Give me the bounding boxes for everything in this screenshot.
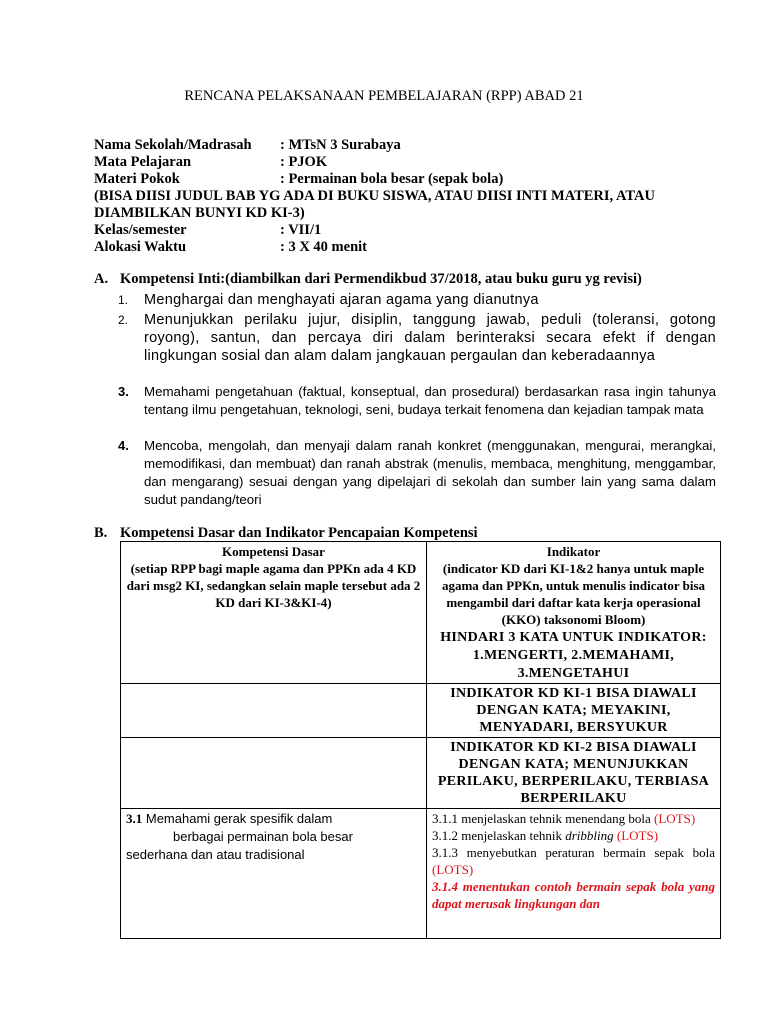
ki2-indicator-note: INDIKATOR KD KI-2 BISA DIAWALI DENGAN KATA; MENUNJUKKAN PERILAKU, BERPERILAKU, TERBIASA BERPERILAKU — [437, 740, 710, 806]
info-value: : VII/1 — [280, 222, 322, 238]
section-letter: B. — [94, 525, 108, 541]
info-label: Alokasi Waktu — [94, 239, 187, 255]
info-row-mapel — [94, 154, 734, 171]
info-label: Nama Sekolah/Madrasah — [94, 137, 252, 153]
indikator-header-caps: HINDARI 3 KATA UNTUK INDIKATOR: 1.MENGERTI, 2.MEMAHAMI, 3.MENGETAHUI — [440, 630, 707, 681]
indikator-header-note: (indicator KD dari KI-1&2 hanya untuk maple agama dan PPKn, untuk menulis indicator bisa mengambil dari daftar kata kerja operasional (KKO) taksonomi Bloom) — [441, 561, 706, 627]
lots-tag: (LOTS) — [432, 862, 474, 877]
ki1-indicator-note: INDIKATOR KD KI-1 BISA DIAWALI DENGAN KATA; MEYAKINI, MENYADARI, BERSYUKUR — [450, 686, 697, 735]
kd-3-1 — [126, 810, 421, 864]
section-title: Kompetensi Inti:(diambilkan dari Permendikbud 37/2018, atau buku guru yg revisi) — [120, 271, 642, 287]
kd-header-cell — [121, 542, 427, 684]
info-value: : 3 X 40 menit — [280, 239, 367, 255]
list-text: Memahami pengetahuan (faktual, konseptual, dan prosedural) berdasarkan rasa ingin tahunya tentang ilmu pengetahuan, teknologi, seni, budaya terkait fenomena dan kejadian tampak mata — [144, 384, 716, 417]
info-block — [94, 137, 734, 256]
info-row-alokasi — [94, 239, 734, 256]
lots-tag: (LOTS) — [616, 828, 659, 843]
table-row — [121, 809, 721, 939]
kd-cell-empty — [121, 684, 427, 738]
info-label: Materi Pokok — [94, 171, 180, 187]
kd-text-line: berbagai permainan bola besar — [173, 829, 353, 844]
section-b-heading — [94, 525, 478, 542]
list-number: 3. — [118, 384, 129, 399]
kd-header-note: (setiap RPP bagi maple agama dan PPKn ada 4 KD dari msg2 KI, sedangkan selain maple tersebut ada 2 KD dari KI-3&KI-4) — [126, 561, 421, 610]
indikator-header-title: Indikator — [546, 544, 601, 559]
kd-number: 3.1 — [126, 811, 143, 826]
info-row-sekolah — [94, 137, 734, 154]
list-item — [118, 437, 716, 509]
kd-cell-empty — [121, 738, 427, 809]
list-item — [118, 291, 716, 311]
indikator-header-cell — [427, 542, 721, 684]
list-item — [118, 383, 716, 437]
section-letter: A. — [94, 271, 109, 287]
list-number: 4. — [118, 438, 129, 453]
list-item — [118, 311, 716, 383]
list-text: Menunjukkan perilaku jujur, disiplin, tanggung jawab, peduli (toleransi, gotong royong), santun, dan percaya diri dalam berinteraksi secara efekt if dengan lingkungan sosial dan alam dalam jangkauan pergaulan dan keberadaannya — [144, 312, 716, 364]
info-value: : MTsN 3 Surabaya — [280, 137, 401, 153]
info-value: : Permainan bola besar (sepak bola) — [280, 171, 504, 187]
info-row-kelas — [94, 222, 734, 239]
section-title: Kompetensi Dasar dan Indikator Pencapaian Kompetensi — [120, 525, 478, 541]
indicator-item: 3.1.2 menjelaskan tehnik dribbling (LOTS) — [432, 828, 659, 843]
list-number: 1. — [118, 293, 129, 307]
indicator-item: 3.1.1 menjelaskan tehnik menendang bola (LOTS) — [432, 811, 696, 826]
info-value: : PJOK — [280, 154, 328, 170]
materi-note: (BISA DIISI JUDUL BAB YG ADA DI BUKU SISWA, ATAU DIISI INTI MATERI, ATAU DIAMBILKAN BUNYI KD KI-3) — [94, 188, 655, 221]
list-text: Mencoba, mengolah, dan menyaji dalam ranah konkret (menggunakan, mengurai, merangkai, memodifikasi, dan membuat) dan ranah abstrak (menulis, membaca, menghitung, menggambar, dan mengarang) sesuai dengan yang dipelajari di sekolah dan sumber lain yang sama dalam sudut pandang/teori — [144, 438, 716, 507]
indikator-cell — [427, 684, 721, 738]
info-row-materi — [94, 171, 734, 188]
kd-text-line: sederhana dan atau tradisional — [126, 847, 305, 862]
indicator-item: 3.1.3 menyebutkan peraturan bermain sepak bola (LOTS) — [432, 845, 715, 877]
kd-header-title: Kompetensi Dasar — [222, 544, 325, 559]
section-a-heading — [94, 271, 642, 288]
kd-cell — [121, 809, 427, 939]
kompetensi-inti-list — [118, 291, 716, 509]
info-label: Kelas/semester — [94, 222, 187, 238]
lots-tag: (LOTS) — [654, 811, 696, 826]
table-row — [121, 542, 721, 684]
document-title: RENCANA PELAKSANAAN PEMBELAJARAN (RPP) ABAD 21 — [184, 88, 584, 104]
table-row — [121, 738, 721, 809]
indicator-item-hots: 3.1.4 menentukan contoh bermain sepak bola yang dapat merusak lingkungan dan — [432, 879, 716, 911]
kd-text-line: Memahami gerak spesifik dalam — [145, 811, 333, 826]
kd-indikator-table — [120, 541, 721, 939]
list-number: 2. — [118, 313, 129, 327]
list-text: Menghargai dan menghayati ajaran agama yang dianutnya — [144, 292, 539, 308]
info-label: Mata Pelajaran — [94, 154, 192, 170]
indikator-cell — [427, 738, 721, 809]
table-row — [121, 684, 721, 738]
indikator-cell — [427, 809, 721, 939]
